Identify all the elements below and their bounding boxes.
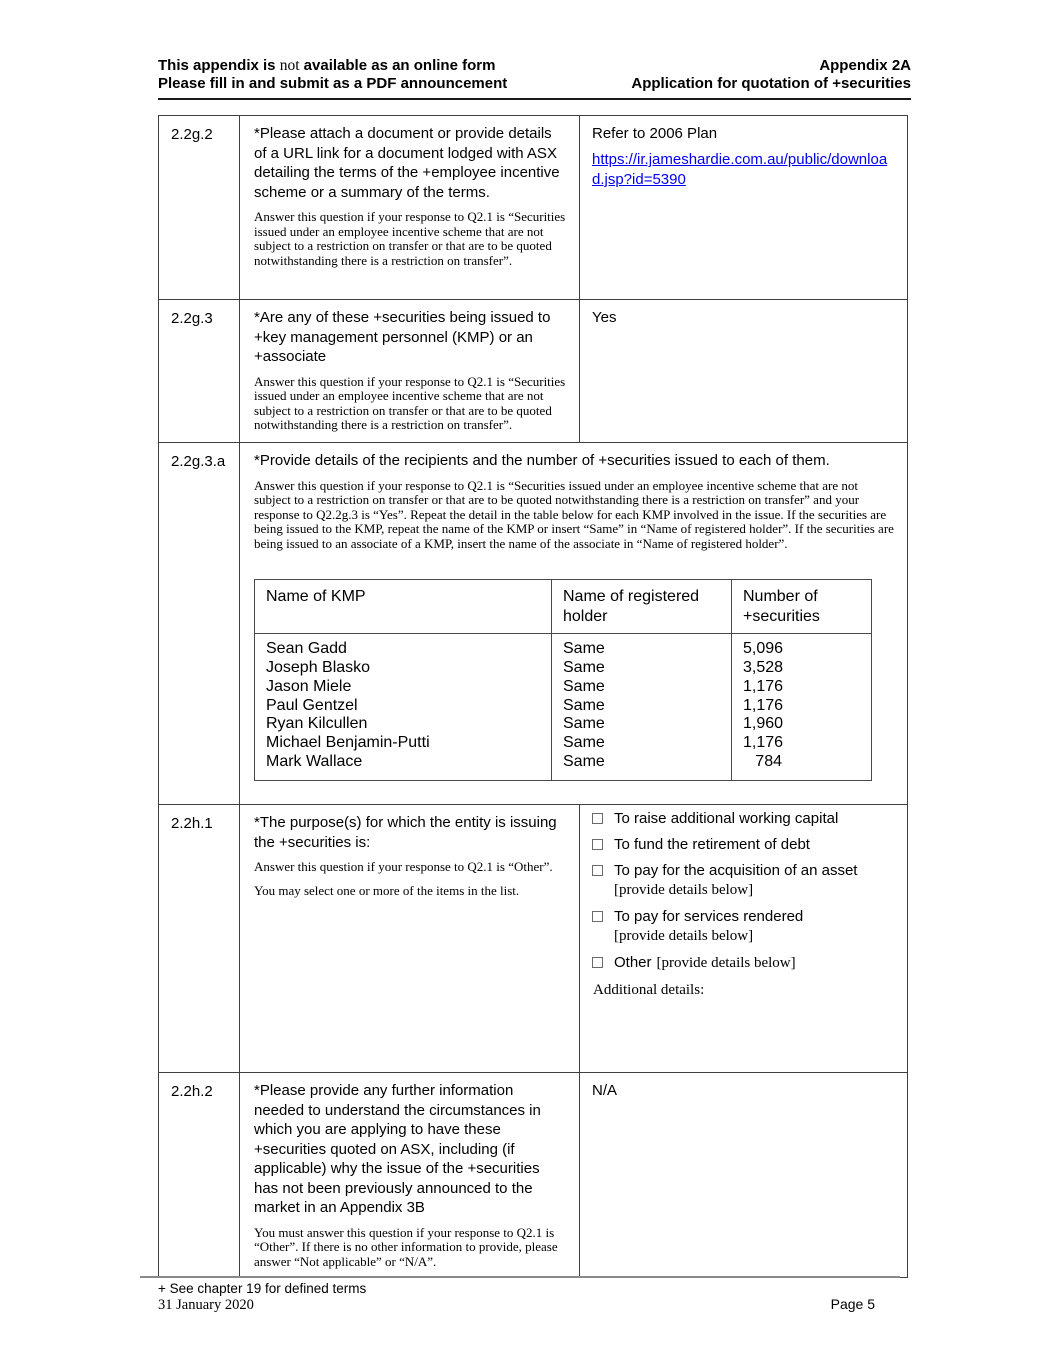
kmp-securities-count: 1,176	[743, 696, 784, 714]
question-cell	[239, 300, 579, 442]
kmp-name: Sean Gadd	[266, 640, 347, 658]
item-number: 2.2h.2	[171, 1083, 213, 1100]
kmp-name: Michael Benjamin-Putti	[266, 733, 430, 751]
guidance-text: Answer this question if your response to Q2.1 is “Other”.	[254, 859, 553, 874]
kmp-holder: Same	[563, 640, 605, 658]
kmp-holder: Same	[563, 677, 605, 695]
question-text: *Are any of these +securities being issued to +key management personnel (KMP) or an +associate	[254, 309, 551, 365]
kmp-holder: Same	[563, 696, 605, 714]
purpose-option-retire-debt	[592, 835, 897, 854]
purpose-option-acquisition	[592, 861, 897, 900]
guidance-text: Answer this question if your response to Q2.1 is “Securities issued under an employee incentive scheme that are not subject to a restriction on transfer or that are to be quoted notwithstanding there is a restriction on transfer”.	[254, 373, 566, 433]
kmp-holder: Same	[563, 659, 605, 677]
purpose-option-detail: [provide details below]	[614, 928, 754, 944]
answer-link[interactable]: https://ir.jameshardie.com.au/public/download.jsp?id=5390	[592, 151, 888, 188]
purpose-options-cell	[579, 805, 907, 1072]
checkbox-unchecked-icon[interactable]	[592, 957, 603, 968]
question-text: *Please attach a document or provide details of a URL link for a document lodged with ASX detailing the terms of the +employee incentive scheme or a summary of the terms.	[254, 125, 560, 201]
additional-details-label: Additional details:	[593, 982, 705, 998]
question-cell	[239, 805, 579, 1072]
checkbox-unchecked-icon[interactable]	[592, 813, 603, 824]
kmp-col-header-name: Name of KMP	[266, 588, 366, 606]
question-text: *Provide details of the recipients and the number of +securities issued to each of them.	[254, 452, 830, 469]
kmp-holder-column	[551, 634, 731, 780]
answer-cell	[579, 300, 907, 442]
purpose-option-detail: [provide details below]	[614, 882, 754, 898]
purpose-option-label: To pay for the acquisition of an asset	[614, 862, 858, 879]
item-number: 2.2g.3	[171, 310, 213, 327]
purpose-option-working-capital	[592, 809, 897, 828]
answer-text: N/A	[592, 1082, 618, 1099]
row-2-2g-3	[159, 299, 907, 442]
row-2-2g-2	[159, 116, 907, 299]
guidance-text: Answer this question if your response to Q2.1 is “Securities issued under an employee incentive scheme that are not subject to a restriction on transfer or that are to be quoted notwithstanding there is a restriction on transfer” and your response to Q2.2g.3 is “Yes”. Repeat the detail in the table below for each KMP involved in the issue. If the securities are being issued to the KMP, repeat the name of the KMP or insert “Same” in “Name of registered holder”. If the securities are being issued to an associate of a KMP, insert the name of the associate in “Name of registered holder”.	[254, 477, 894, 551]
purpose-option-services	[592, 907, 897, 946]
kmp-securities-count: 1,960	[743, 715, 784, 733]
kmp-holder: Same	[563, 733, 605, 751]
kmp-number-column	[731, 634, 873, 780]
guidance-text: You must answer this question if your response to Q2.1 is “Other”. If there is no other information to provide, please answer “Not applicable” or “N/A”.	[254, 1224, 558, 1269]
kmp-table-header	[255, 580, 871, 634]
kmp-securities-count: 1,176	[743, 677, 784, 695]
purpose-option-label: To fund the retirement of debt	[614, 836, 810, 853]
kmp-name: Ryan Kilcullen	[266, 715, 368, 733]
checkbox-unchecked-icon[interactable]	[592, 839, 603, 850]
footer-row	[158, 1296, 875, 1314]
header-right	[631, 57, 911, 93]
header-left	[158, 57, 507, 93]
header-not-word: not	[279, 57, 300, 74]
document-header	[158, 57, 911, 100]
kmp-holder: Same	[563, 715, 605, 733]
answer-cell	[579, 1073, 907, 1277]
purpose-option-label: To raise additional working capital	[614, 810, 839, 827]
kmp-name-column	[255, 634, 551, 780]
row-2-2h-2	[159, 1072, 907, 1277]
question-text: *Please provide any further information needed to understand the circumstances in which you are applying to have these +securities quoted on ASX, including (if applicable) why the issue of the +securities has not been previously announced to the market in an Appendix 3B	[254, 1082, 541, 1216]
row-2-2g-3-a	[159, 442, 907, 804]
question-cell	[239, 116, 579, 299]
answer-text: Yes	[592, 309, 617, 326]
purpose-option-detail: [provide details below]	[656, 955, 796, 971]
question-text: *The purpose(s) for which the entity is issuing the +securities is:	[254, 814, 557, 851]
guidance-text: Answer this question if your response to Q2.1 is “Securities issued under an employee incentive scheme that are not subject to a restriction on transfer or that are to be quoted notwithstanding there is a restriction on transfer”.	[254, 209, 566, 268]
kmp-col-header-number: Number of +securities	[731, 580, 873, 633]
checkbox-unchecked-icon[interactable]	[592, 865, 603, 876]
item-number: 2.2g.2	[171, 126, 213, 143]
footer-defined-terms-note: + See chapter 19 for defined terms	[158, 1281, 367, 1296]
guidance-text: You may select one or more of the items in the list.	[254, 882, 520, 898]
kmp-table	[254, 579, 872, 781]
kmp-col-header-holder: Name of registered holder	[551, 580, 731, 633]
page-number: Page 5	[830, 1296, 875, 1312]
appendix-title: Appendix 2A	[819, 57, 911, 74]
kmp-holder: Same	[563, 752, 605, 770]
kmp-table-body	[255, 634, 871, 780]
form-table	[158, 115, 908, 1278]
kmp-name: Mark Wallace	[266, 752, 363, 770]
purpose-option-label: To pay for services rendered	[614, 908, 804, 925]
kmp-name: Jason Miele	[266, 677, 352, 695]
kmp-name: Paul Gentzel	[266, 696, 358, 714]
question-cell	[239, 443, 907, 804]
answer-cell	[579, 116, 907, 299]
answer-text: Refer to 2006 Plan	[592, 125, 718, 142]
row-2-2h-1	[159, 804, 907, 1072]
purpose-option-other	[592, 953, 897, 973]
header-left-line1: This appendix is not available as an online form	[158, 57, 496, 74]
item-number: 2.2g.3.a	[171, 453, 226, 470]
kmp-securities-count: 3,528	[743, 659, 784, 677]
footer-divider	[140, 1276, 900, 1278]
kmp-securities-count: 1,176	[743, 733, 784, 751]
appendix-subtitle: Application for quotation of +securities	[631, 75, 911, 92]
checkbox-unchecked-icon[interactable]	[592, 911, 603, 922]
question-cell	[239, 1073, 579, 1277]
kmp-securities-count: 5,096	[743, 640, 784, 658]
kmp-name: Joseph Blasko	[266, 659, 371, 677]
purpose-option-label: Other	[614, 954, 652, 971]
header-left-line2: Please fill in and submit as a PDF announcement	[158, 75, 508, 92]
item-number: 2.2h.1	[171, 815, 213, 832]
footer-date: 31 January 2020	[158, 1297, 254, 1313]
kmp-securities-count: 784	[755, 752, 782, 770]
